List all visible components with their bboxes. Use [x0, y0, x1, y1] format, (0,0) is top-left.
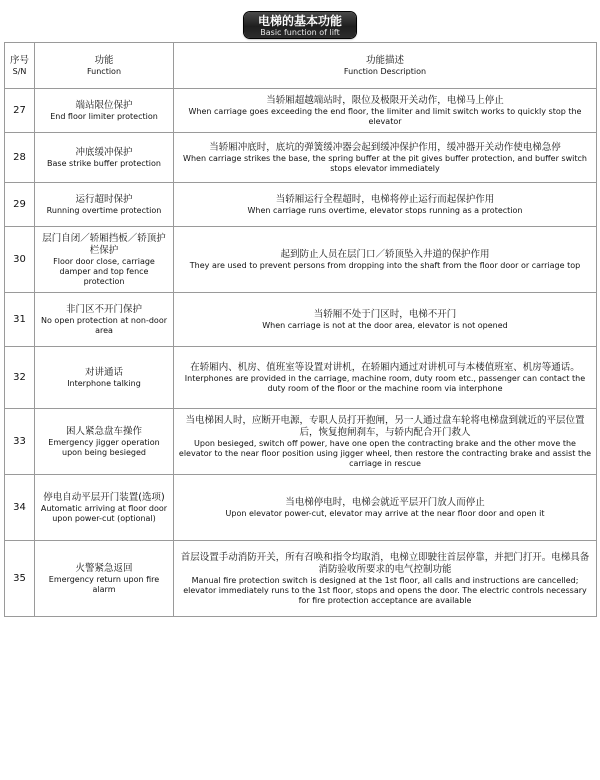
function-zh: 冲底缓冲保护	[75, 146, 133, 158]
row-description	[174, 541, 597, 617]
description-en: When carriage runs overtime, elevator stops running as a protection	[247, 205, 523, 215]
table-row	[5, 541, 597, 617]
row-sn: 29	[5, 183, 35, 227]
description-en: Upon elevator power-cut, elevator may arrive at the near floor door and open it	[225, 508, 545, 518]
row-description	[174, 89, 597, 133]
row-sn: 35	[5, 541, 35, 617]
function-en: End floor limiter protection	[50, 111, 158, 121]
row-sn: 28	[5, 133, 35, 183]
description-zh: 首层设置手动消防开关，所有召唤和指令均取消，电梯立即駛往首层停靠，并把门打开。电梯具备消防验收所要求的电气控制功能	[180, 551, 590, 575]
table-row	[5, 409, 597, 475]
description-en: When carriage strikes the base, the spring buffer at the pit gives buffer protection, and buffer switch stops elevator immediately	[183, 153, 587, 173]
row-function	[35, 89, 174, 133]
row-function	[35, 475, 174, 541]
description-zh: 在轿厢内、机房、值班室等设置对讲机，在轿厢内通过对讲机可与本楼值班室、机房等通话。	[190, 361, 580, 373]
table-row	[5, 89, 597, 133]
function-zh: 困人紧急盘车操作	[65, 425, 142, 437]
row-function	[35, 293, 174, 347]
row-description	[174, 183, 597, 227]
function-en: Emergency jigger operation upon being besieged	[48, 437, 160, 457]
row-description	[174, 293, 597, 347]
row-function	[35, 227, 174, 293]
description-zh: 当轿厢不处于门区时，电梯不开门	[313, 308, 457, 320]
header-sn	[5, 43, 35, 89]
description-en: When carriage goes exceeding the end floor, the limiter and limit switch works to quickly stop the elevator	[188, 106, 582, 126]
description-en: They are used to prevent persons from dropping into the shaft from the floor door or carriage top	[189, 260, 581, 270]
function-en: Interphone talking	[67, 378, 141, 388]
header-sn-en: S/N	[12, 66, 27, 76]
row-sn: 32	[5, 347, 35, 409]
function-en: Emergency return upon fire alarm	[48, 574, 160, 594]
table-row	[5, 293, 597, 347]
description-zh: 起到防止人员在层门口／轿顶坠入井道的保护作用	[280, 248, 490, 260]
table-row	[5, 227, 597, 293]
function-zh: 非门区不开门保护	[65, 303, 142, 315]
row-description	[174, 347, 597, 409]
section-title-zh: 电梯的基本功能	[257, 14, 342, 28]
function-en: Automatic arriving at floor door upon power-cut (optional)	[40, 503, 168, 523]
function-zh: 对讲通话	[84, 366, 123, 378]
description-en: When carriage is not at the door area, elevator is not opened	[262, 320, 508, 330]
function-zh: 火警紧急返回	[75, 562, 133, 574]
row-sn: 30	[5, 227, 35, 293]
function-en: Base strike buffer protection	[47, 158, 161, 168]
table-header-row	[5, 43, 597, 89]
function-en: No open protection at non-door area	[41, 315, 167, 335]
title-area	[0, 12, 600, 38]
header-sn-zh: 序号	[9, 54, 29, 66]
table-row	[5, 133, 597, 183]
header-function-zh: 功能	[94, 54, 114, 66]
row-sn: 27	[5, 89, 35, 133]
row-sn: 33	[5, 409, 35, 475]
row-sn: 31	[5, 293, 35, 347]
row-function	[35, 133, 174, 183]
function-zh: 运行超时保护	[75, 193, 133, 205]
description-en: Upon besieged, switch off power, have one open the contracting brake and the other move the elevator to the near floor position using jigger wheel, then restore the contracting brake and assist the carriage in rescue	[178, 438, 592, 468]
row-description	[174, 475, 597, 541]
row-description	[174, 133, 597, 183]
row-description	[174, 227, 597, 293]
table-row	[5, 475, 597, 541]
description-zh: 当轿厢超越端站时，限位及极限开关动作，电梯马上停止	[266, 94, 504, 106]
function-zh: 端站限位保护	[75, 99, 133, 111]
function-en: Floor door close, carriage damper and top fence protection	[53, 256, 155, 286]
function-zh: 层门自闭／轿厢挡板／轿顶护栏保护	[42, 232, 166, 256]
row-sn: 34	[5, 475, 35, 541]
row-function	[35, 541, 174, 617]
description-zh: 当电梯困人时，应断开电源，专职人员打开抱闸，另一人通过盘车轮将电梯盘到就近的平层位置后，恢复抱闸刹车，与轿内配合开门救人	[185, 414, 585, 438]
section-title-en: Basic function of lift	[260, 28, 340, 37]
table-row	[5, 347, 597, 409]
header-description-en: Function Description	[343, 66, 427, 76]
function-zh: 停电自动平层开门装置(选项)	[43, 491, 165, 503]
row-description	[174, 409, 597, 475]
header-description-zh: 功能描述	[365, 54, 404, 66]
function-table	[4, 42, 597, 617]
row-function	[35, 409, 174, 475]
header-function-en: Function	[86, 66, 122, 76]
header-description	[174, 43, 597, 89]
description-zh: 当轿厢冲底时，底坑的弹簧缓冲器会起到缓冲保护作用，缓冲器开关动作使电梯急停	[209, 141, 561, 153]
description-zh: 当电梯停电时，电梯会就近平层开门放人而停止	[285, 496, 485, 508]
row-function	[35, 183, 174, 227]
row-function	[35, 347, 174, 409]
table-row	[5, 183, 597, 227]
description-en: Manual fire protection switch is designed at the 1st floor, all calls and instructions are cancelled; elevator immediately runs to the 1st floor, stops and opens the door. The electric controls necessary for fire protection acceptance are available	[183, 575, 587, 605]
description-en: Interphones are provided in the carriage, machine room, duty room etc., passenger can contact the duty room of the floor or the machine room via interphone	[184, 373, 586, 393]
description-zh: 当轿厢运行全程超时，电梯将停止运行而起保护作用	[275, 193, 495, 205]
function-en: Running overtime protection	[46, 205, 162, 215]
header-function	[35, 43, 174, 89]
section-title-badge	[244, 12, 356, 38]
